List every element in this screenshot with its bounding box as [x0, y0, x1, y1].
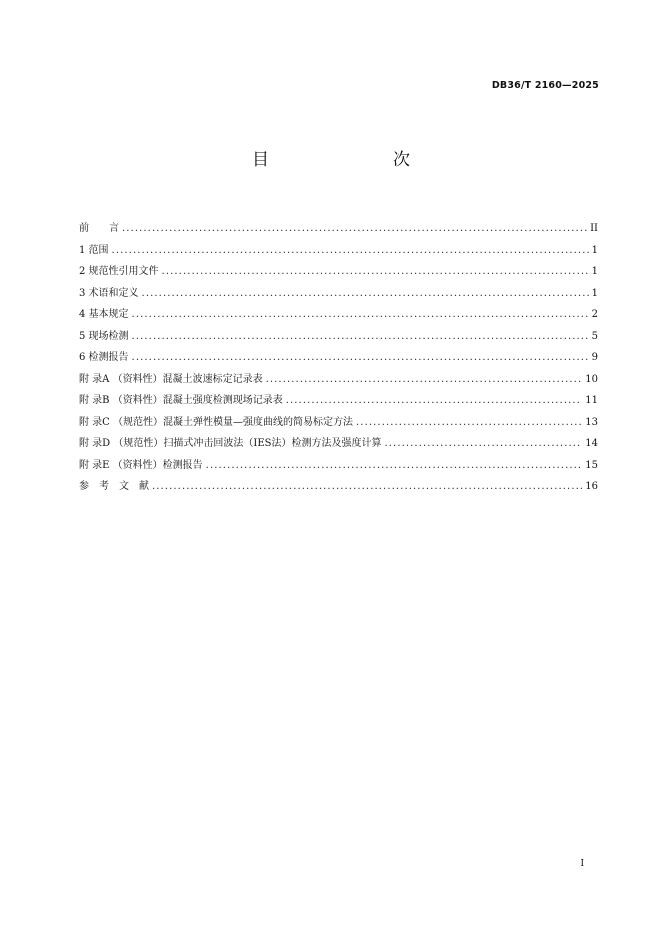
toc-entry-label: 2 规范性引用文件	[79, 266, 159, 277]
toc-entry-appendix-b[interactable]	[79, 391, 598, 413]
toc-entry-appendix-e[interactable]	[79, 456, 598, 478]
leader-dots	[132, 309, 589, 320]
toc-entry-label: 前 言	[79, 223, 119, 234]
table-of-contents	[79, 219, 598, 499]
page-title: 目 次	[252, 150, 440, 170]
toc-entry-page: II	[590, 223, 598, 234]
toc-entry-page: 10	[585, 373, 598, 385]
leader-dots	[152, 481, 582, 492]
leader-dots	[112, 245, 589, 256]
toc-entry-appendix-d[interactable]	[79, 434, 598, 456]
toc-entry-page: 2	[591, 309, 598, 320]
toc-entry-page: 14	[585, 438, 598, 449]
toc-entry-label: 参 考 文 献	[79, 481, 149, 492]
leader-dots	[356, 417, 582, 428]
leader-dots	[132, 352, 589, 363]
leader-dots	[384, 438, 582, 449]
toc-entry-label: 4 基本规定	[79, 309, 129, 320]
toc-entry-page: 1	[591, 266, 598, 277]
leader-dots	[266, 374, 583, 385]
toc-entry-appendix-c[interactable]	[79, 413, 598, 435]
toc-entry-page: 13	[585, 416, 598, 428]
leader-dots	[206, 460, 583, 471]
toc-entry-label: 附 录D （规范性）扫描式冲击回波法（IES法）检测方法及强度计算	[79, 438, 382, 449]
toc-entry-label: 附 录C （规范性）混凝土弹性模量—强度曲线的简易标定方法	[79, 416, 354, 428]
toc-entry-label: 附 录B （资料性）混凝土强度检测现场记录表	[79, 395, 283, 406]
toc-entry-page: 1	[591, 244, 598, 256]
toc-entry-page: 16	[585, 481, 598, 492]
toc-entry-page: 5	[591, 330, 598, 342]
toc-entry-label: 附 录E （资料性）检测报告	[79, 459, 203, 471]
toc-entry-page: 9	[591, 352, 598, 363]
toc-entry-basic-provisions[interactable]	[79, 305, 598, 327]
toc-entry-test-report[interactable]	[79, 348, 598, 370]
toc-entry-scope[interactable]	[79, 241, 598, 263]
toc-entry-label: 6 检测报告	[79, 352, 129, 363]
leader-dots	[142, 288, 589, 299]
toc-entry-appendix-a[interactable]	[79, 370, 598, 392]
toc-entry-label: 附 录A （资料性）混凝土波速标定记录表	[79, 373, 263, 385]
page-number: I	[580, 859, 584, 869]
toc-entry-page: 15	[585, 459, 598, 471]
toc-entry-page: 11	[585, 395, 598, 406]
document-code: DB36/T 2160—2025	[491, 80, 599, 91]
toc-entry-label: 5 现场检测	[79, 330, 129, 342]
leader-dots	[162, 266, 589, 277]
toc-entry-field-testing[interactable]	[79, 327, 598, 349]
toc-entry-foreword[interactable]	[79, 219, 598, 241]
toc-entry-terms-definitions[interactable]	[79, 284, 598, 306]
toc-entry-normative-references[interactable]	[79, 262, 598, 284]
leader-dots	[122, 223, 587, 234]
leader-dots	[132, 331, 589, 342]
toc-entry-bibliography[interactable]	[79, 477, 598, 499]
toc-entry-label: 3 术语和定义	[79, 287, 139, 299]
toc-entry-page: 1	[591, 287, 598, 299]
leader-dots	[286, 395, 583, 406]
toc-entry-label: 1 范围	[79, 244, 109, 256]
